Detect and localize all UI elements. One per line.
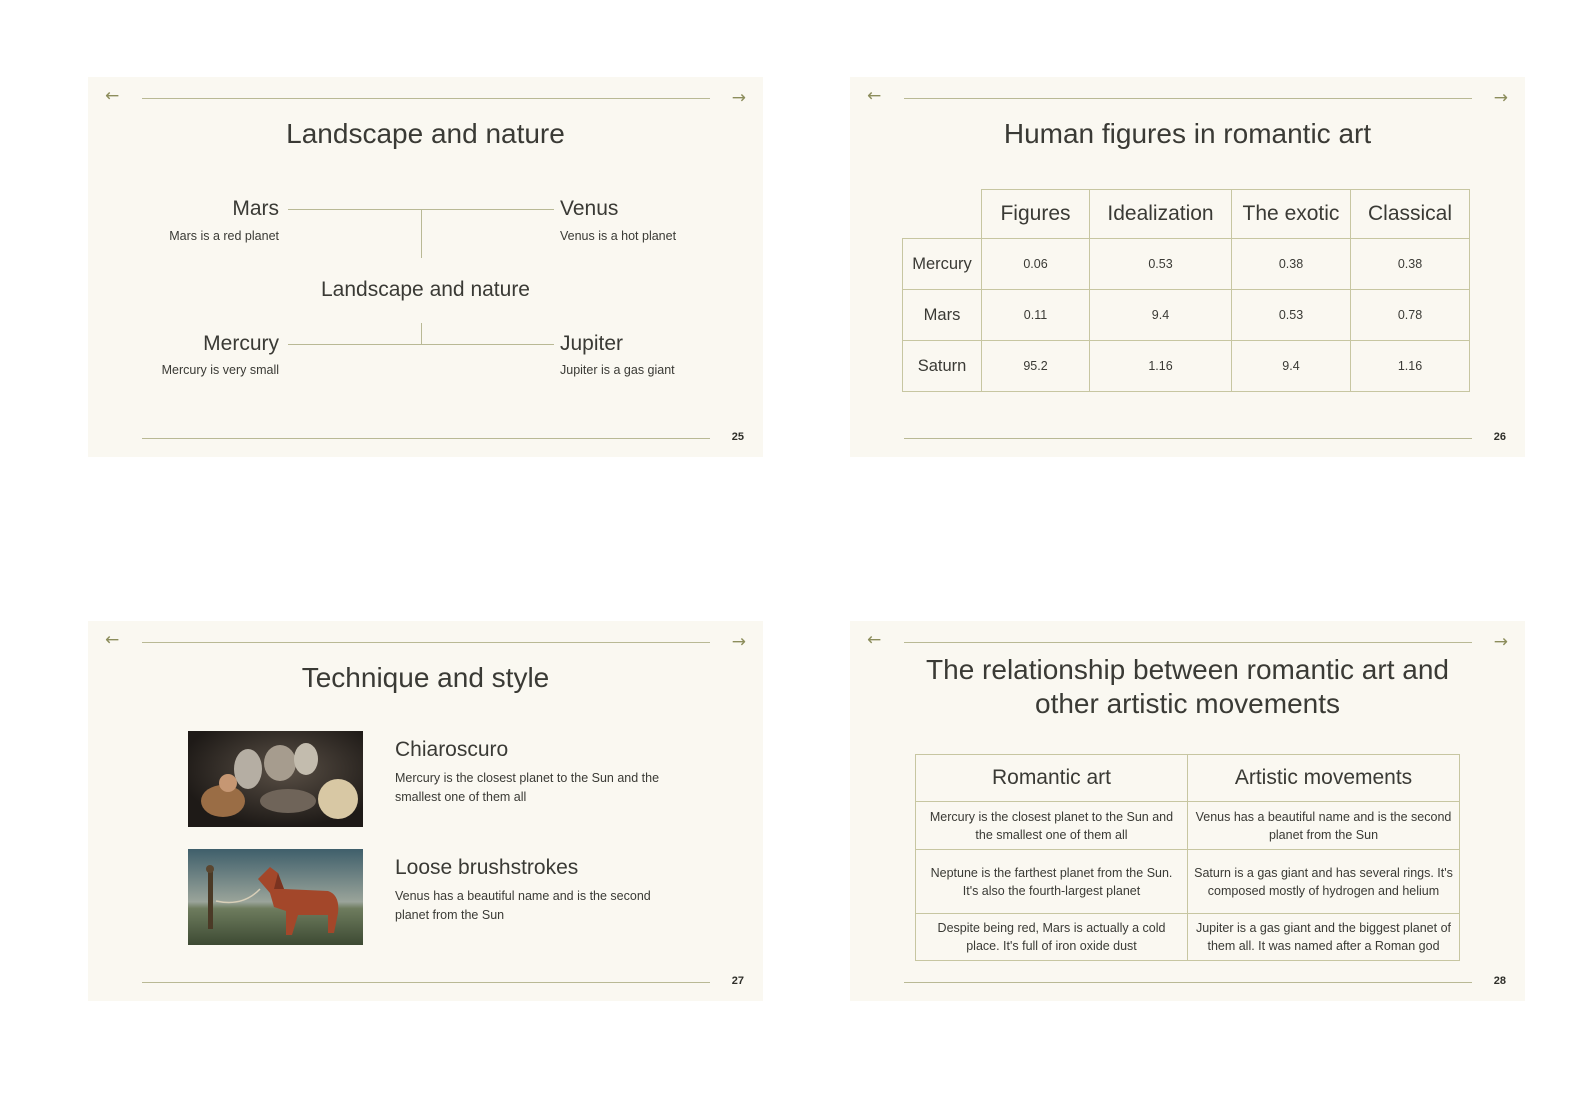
column-header: Figures	[982, 190, 1090, 239]
painting-thumbnail-brushstrokes	[188, 849, 363, 945]
item-name-venus: Venus	[560, 197, 619, 220]
arrow-right-icon[interactable]: →	[1493, 88, 1508, 108]
item-heading-brushstrokes: Loose brushstrokes	[395, 856, 579, 879]
item-desc-mercury: Mercury is very small	[161, 363, 279, 377]
row-header: Mars	[903, 290, 982, 341]
slide-28[interactable]	[850, 621, 1525, 1001]
connector-top-stem	[421, 209, 422, 258]
row-header: Saturn	[903, 341, 982, 392]
table-row	[916, 802, 1460, 850]
slide-title-line-1: The relationship between romantic art and	[926, 654, 1449, 685]
slide-27[interactable]	[88, 621, 763, 1001]
table-cell: 0.38	[1351, 239, 1470, 290]
table-corner	[903, 190, 982, 239]
item-text-chiaroscuro: Mercury is the closest planet to the Sun and the smallest one of them all	[395, 771, 660, 804]
table-header-row	[916, 755, 1460, 802]
bottom-rule	[142, 982, 710, 983]
page-number: 27	[731, 975, 744, 987]
table-cell: Despite being red, Mars is actually a cold place. It's full of iron oxide dust	[916, 914, 1188, 961]
arrow-left-icon[interactable]: ←	[867, 630, 882, 650]
table-cell: 0.53	[1090, 239, 1232, 290]
table-cell: 1.16	[1351, 341, 1470, 392]
slide-title: Technique and style	[301, 662, 550, 693]
top-rule	[142, 642, 710, 643]
table-header-row	[903, 190, 1470, 239]
bottom-rule	[142, 438, 710, 439]
table-cell: 95.2	[982, 341, 1090, 392]
comparison-table	[915, 754, 1460, 961]
center-label: Landscape and nature	[320, 278, 530, 301]
item-text-brushstrokes: Venus has a beautiful name and is the second planet from the Sun	[395, 889, 651, 922]
table-cell: Jupiter is a gas giant and the biggest planet of them all. It was named after a Roman god	[1188, 914, 1460, 961]
page-number: 28	[1493, 975, 1506, 987]
table-cell: 9.4	[1090, 290, 1232, 341]
bottom-rule	[904, 438, 1472, 439]
item-desc-jupiter: Jupiter is a gas giant	[560, 363, 675, 377]
table-cell: 1.16	[1090, 341, 1232, 392]
connector-bottom	[288, 344, 554, 345]
table-row	[916, 914, 1460, 961]
table-cell: 0.53	[1232, 290, 1351, 341]
table-cell: 0.06	[982, 239, 1090, 290]
painting-thumbnail-chiaroscuro	[188, 731, 363, 827]
top-rule	[142, 98, 710, 99]
slide-title-line-2: other artistic movements	[1035, 688, 1340, 719]
table-row	[903, 290, 1470, 341]
arrow-right-icon[interactable]: →	[731, 88, 746, 108]
item-name-mercury: Mercury	[203, 332, 279, 355]
table-row	[903, 341, 1470, 392]
table-cell: 9.4	[1232, 341, 1351, 392]
table-cell: 0.38	[1232, 239, 1351, 290]
arrow-right-icon[interactable]: →	[731, 632, 746, 652]
column-header: Romantic art	[916, 755, 1188, 802]
item-name-mars: Mars	[232, 197, 279, 220]
slide-26[interactable]	[850, 77, 1525, 457]
arrow-right-icon[interactable]: →	[1493, 632, 1508, 652]
item-desc-venus: Venus is a hot planet	[560, 229, 677, 243]
table-cell: Venus has a beautiful name and is the second planet from the Sun	[1188, 802, 1460, 850]
figures-table	[902, 189, 1470, 392]
arrow-left-icon[interactable]: ←	[105, 630, 120, 650]
column-header: The exotic	[1232, 190, 1351, 239]
table-row	[903, 239, 1470, 290]
table-cell: Mercury is the closest planet to the Sun and the smallest one of them all	[916, 802, 1188, 850]
slide-title: Human figures in romantic art	[1003, 118, 1372, 149]
arrow-left-icon[interactable]: ←	[867, 86, 882, 106]
slide-25[interactable]	[88, 77, 763, 457]
column-header: Classical	[1351, 190, 1470, 239]
table-row	[916, 850, 1460, 914]
bottom-rule	[904, 982, 1472, 983]
top-rule	[904, 642, 1472, 643]
row-header: Mercury	[903, 239, 982, 290]
page-number: 25	[731, 431, 744, 443]
item-heading-chiaroscuro: Chiaroscuro	[395, 738, 509, 761]
table-cell: Neptune is the farthest planet from the Sun. It's also the fourth-largest planet	[916, 850, 1188, 914]
column-header: Artistic movements	[1188, 755, 1460, 802]
item-name-jupiter: Jupiter	[560, 332, 624, 355]
arrow-left-icon[interactable]: ←	[105, 86, 120, 106]
page-number: 26	[1493, 431, 1506, 443]
connector-bottom-stem	[421, 323, 422, 344]
slide-title: Landscape and nature	[286, 118, 565, 149]
table-cell: Saturn is a gas giant and has several rings. It's composed mostly of hydrogen and helium	[1188, 850, 1460, 914]
column-header: Idealization	[1090, 190, 1232, 239]
table-cell: 0.11	[982, 290, 1090, 341]
table-cell: 0.78	[1351, 290, 1470, 341]
top-rule	[904, 98, 1472, 99]
item-desc-mars: Mars is a red planet	[169, 229, 279, 243]
